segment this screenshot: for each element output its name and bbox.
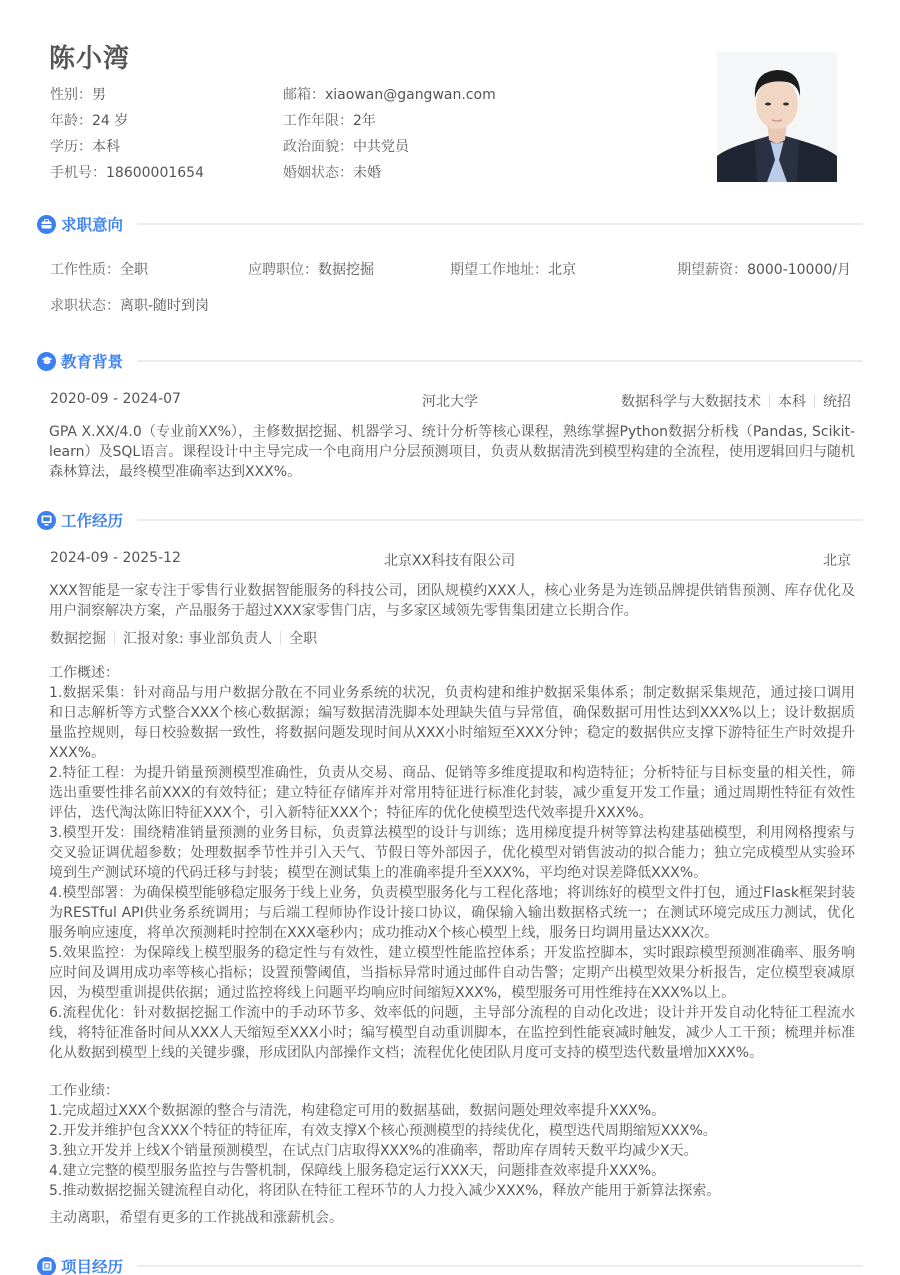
work-overview (49, 663, 855, 1063)
separator (114, 631, 115, 645)
graduation-cap-icon (37, 352, 56, 371)
document-icon (37, 1257, 56, 1275)
achievement-item: 4.建立完整的模型服务监控与告警机制，保障线上服务稳定运行XXX天，问题排查效率提升XXX%。 (49, 1163, 666, 1179)
separator (280, 631, 281, 645)
achievement-item: 1.完成超过XXX个数据源的整合与清洗，构建稳定可用的数据基础，数据问题处理效率提升XXX%。 (49, 1103, 666, 1119)
education-enrollment: 统招 (823, 394, 851, 410)
separator (769, 394, 770, 408)
company-description: XXX智能是一家专注于零售行业数据智能服务的科技公司，团队规模约XXX人，核心业务是为连锁品牌提供销售预测、库存优化及用户洞察解决方案，产品服务于超过XXX家零售门店，与多家区域领先零售集团建立长期合作。 (49, 583, 855, 619)
person-portrait-icon (717, 52, 837, 182)
info-marital-status: 婚姻状态：未婚 (283, 165, 381, 181)
job-type: 工作性质：全职 (50, 262, 148, 278)
education-school: 河北大学 (422, 394, 478, 410)
info-gender: 性别：男 (50, 87, 106, 103)
job-intention-row-2 (50, 295, 851, 315)
education-degree: 本科 (778, 394, 806, 410)
work-tag-field: 数据挖掘 (50, 631, 106, 647)
work-tag-report-to: 汇报对象: 事业部负责人 (123, 631, 273, 647)
overview-item: 4.模型部署：为确保模型能够稳定服务于线上业务，负责模型服务化与工程化落地；将训练好的模型文件打包，通过Flask框架封装为RESTful API供业务系统调用；与后端工程师协作设计接口协议，确保输入输出数据格式统一；在测试环境完成压力测试，优化服务响应速度，将单次预测耗时控制在XXX毫秒内；成功推动X个核心模型上线，服务日均调用量达XXX次。 (49, 885, 855, 941)
section-header-projects (37, 1254, 863, 1275)
separator (814, 394, 815, 408)
overview-item: 1.数据采集：针对商品与用户数据分散在不同业务系统的状况，负责构建和维护数据采集体系；制定数据采集规范，通过接口调用和日志解析等方式整合XXX个核心数据源；编写数据清洗脚本处理缺失值与异常值，确保数据可用性达到XXX%以上；设计数据质量监控规则，每日校验数据一致性，将数据问题发现时间从XXX小时缩短至XXX分钟；稳定的数据供应支撑下游特征生产时效提升XXX%。 (49, 685, 855, 761)
education-description: GPA X.XX/4.0（专业前XX%），主修数据挖掘、机器学习、统计分析等核心课程，熟练掌握Python数据分析栈（Pandas, Scikit-learn）及SQL语言。课程设计中主导完成一个电商用户分层预测项目，负责从数据清洗到模型构建的全流程，使用逻辑回归与随机森林算法，最终模型准确率达到XXX%。 (49, 424, 855, 480)
section-divider (137, 519, 863, 521)
overview-item: 6.流程优化：针对数据挖掘工作流中的手动环节多、效率低的问题，主导部分流程的自动化改进；设计并开发自动化特征工程流水线，将特征准备时间从XXX人天缩短至XXX小时；编写模型自动重训脚本，在监控到性能衰减时触发，减少人工干预；梳理并标准化从数据到模型上线的关键步骤，形成团队内部操作文档；流程优化使团队月度可支持的模型迭代数量增加XXX%。 (49, 1005, 855, 1061)
work-achievements-title: 工作业绩： (49, 1083, 119, 1099)
work-tags (50, 628, 851, 648)
section-title: 工作经历 (61, 512, 124, 530)
overview-item: 5.效果监控：为保障线上模型服务的稳定性与有效性，建立模型性能监控体系；开发监控脚本，实时跟踪模型预测准确率、服务响应时间及调用成功率等核心指标；设置预警阈值，当指标异常时通过邮件自动告警；定期产出模型效果分析报告，定位模型衰减原因，为模型重训提供依据；通过监控将线上问题平均响应时间缩短XXX%，模型服务可用性维持在XXX%以上。 (49, 945, 855, 1001)
basic-info-right (283, 82, 496, 186)
info-phone: 手机号：18600001654 (50, 165, 204, 181)
job-location: 期望工作地址：北京 (450, 262, 576, 278)
work-achievements (49, 1081, 855, 1201)
candidate-name: 陈小湾 (49, 44, 131, 74)
achievement-item: 2.开发并维护包含XXX个特征的特征库，有效支撑X个核心预测模型的持续优化，模型迭代周期缩短XXX%。 (49, 1123, 717, 1139)
section-divider (137, 223, 863, 225)
education-details (621, 391, 851, 411)
work-overview-title: 工作概述： (49, 665, 119, 681)
leave-reason: 主动离职，希望有更多的工作挑战和涨薪机会。 (49, 1210, 343, 1226)
section-title: 教育背景 (61, 353, 124, 371)
briefcase-icon (37, 215, 56, 234)
job-position: 应聘职位：数据挖掘 (248, 262, 374, 278)
section-divider (137, 360, 863, 362)
overview-item: 3.模型开发：围绕精准销量预测的业务目标，负责算法模型的设计与训练；选用梯度提升树等算法构建基础模型，利用网格搜索与交叉验证调优超参数；处理数据季节性并引入天气、节假日等外部因子，优化模型对销售波动的拟合能力；独立完成模型从实验环境到生产测试环境的代码迁移与封装；模型在测试集上的准确率提升至XXX%，平均绝对误差降低XXX%。 (49, 825, 855, 881)
work-period: 2024-09 - 2025-12 (50, 550, 181, 566)
info-email: 邮箱：xiaowan@gangwan.com (283, 87, 496, 103)
overview-item: 2.特征工程：为提升销量预测模型准确性，负责从交易、商品、促销等多维度提取和构造特征；分析特征与目标变量的相关性，筛选出重要性排名前XXX的有效特征；建立特征存储库并对常用特征进行标准化封装，减少重复开发工作量；通过周期性特征有效性评估，迭代淘汰陈旧特征XXX个，引入新特征XXX个；特征库的优化使模型迭代效率提升XXX%。 (49, 765, 855, 821)
work-city: 北京 (823, 553, 851, 569)
section-title: 项目经历 (61, 1258, 124, 1275)
achievement-item: 5.推动数据挖掘关键流程自动化，将团队在特征工程环节的人力投入减少XXX%，释放产能用于新算法探索。 (49, 1183, 721, 1199)
job-intention-row-1 (50, 259, 851, 279)
work-company: 北京XX科技有限公司 (384, 553, 516, 569)
info-work-years: 工作年限：2年 (283, 113, 376, 129)
section-title: 求职意向 (61, 216, 124, 234)
info-age: 年龄：24 岁 (50, 113, 129, 129)
section-header-work (37, 508, 863, 532)
job-status: 求职状态：离职-随时到岗 (50, 298, 210, 314)
monitor-icon (37, 511, 56, 530)
section-header-job-intention (37, 212, 863, 236)
work-tag-type: 全职 (289, 631, 318, 647)
info-political-status: 政治面貌：中共党员 (283, 139, 409, 155)
job-salary: 期望薪资：8000-10000/月 (677, 262, 851, 278)
education-row (50, 391, 851, 411)
section-header-education (37, 349, 863, 373)
education-period: 2020-09 - 2024-07 (50, 391, 181, 407)
basic-info-left (50, 82, 204, 186)
education-major: 数据科学与大数据技术 (621, 394, 761, 410)
achievement-item: 3.独立开发并上线X个销量预测模型，在试点门店取得XXX%的准确率，帮助库存周转天数平均减少X天。 (49, 1143, 698, 1159)
info-education: 学历：本科 (50, 139, 120, 155)
section-divider (137, 1265, 863, 1267)
profile-photo (717, 52, 837, 182)
work-row (50, 550, 851, 570)
